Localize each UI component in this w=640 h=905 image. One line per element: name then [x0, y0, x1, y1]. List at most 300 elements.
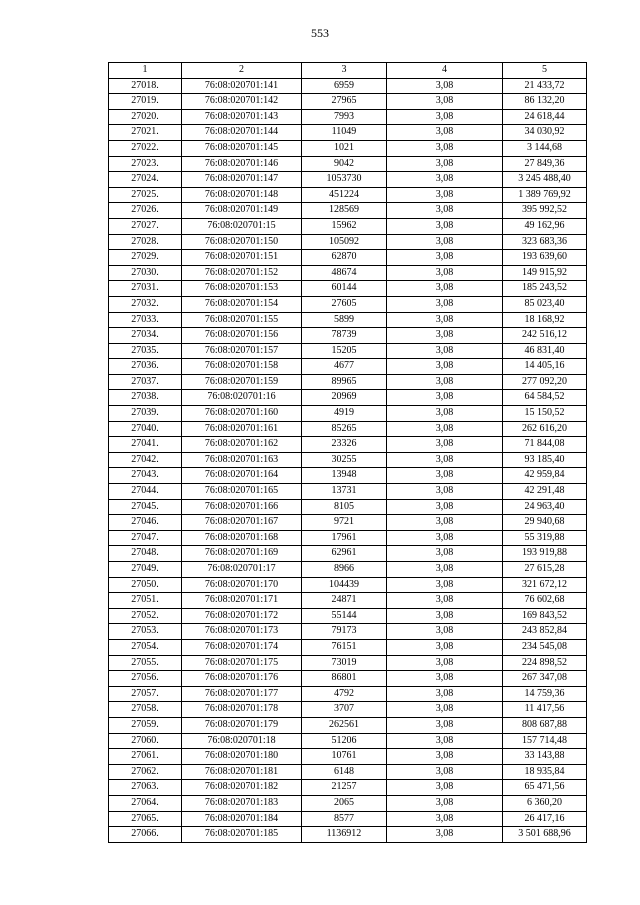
table-row	[109, 764, 587, 780]
table-cell: 27063.	[109, 780, 182, 796]
table-cell: 76:08:020701:167	[182, 515, 302, 531]
table-cell: 76 602,68	[503, 593, 587, 609]
table-cell: 27 615,28	[503, 562, 587, 578]
column-header: 4	[387, 63, 503, 79]
table-cell: 27062.	[109, 764, 182, 780]
table-cell: 76:08:020701:177	[182, 686, 302, 702]
table-row	[109, 717, 587, 733]
table-cell: 3,08	[387, 406, 503, 422]
table-cell: 76:08:020701:149	[182, 203, 302, 219]
table-cell: 71 844,08	[503, 437, 587, 453]
table-cell: 5899	[302, 312, 387, 328]
table-cell: 262 616,20	[503, 421, 587, 437]
table-cell: 27021.	[109, 125, 182, 141]
table-cell: 3,08	[387, 780, 503, 796]
table-cell: 27054.	[109, 639, 182, 655]
table-cell: 78739	[302, 328, 387, 344]
table-row	[109, 203, 587, 219]
table-cell: 26 417,16	[503, 811, 587, 827]
table-row	[109, 671, 587, 687]
table-row	[109, 343, 587, 359]
table-cell: 3,08	[387, 421, 503, 437]
column-header: 1	[109, 63, 182, 79]
table-cell: 3,08	[387, 562, 503, 578]
table-cell: 17961	[302, 530, 387, 546]
table-cell: 76:08:020701:184	[182, 811, 302, 827]
table-cell: 76:08:020701:163	[182, 452, 302, 468]
table-cell: 13948	[302, 468, 387, 484]
table-cell: 27050.	[109, 577, 182, 593]
table-cell: 3,08	[387, 608, 503, 624]
table-row	[109, 780, 587, 796]
column-header: 2	[182, 63, 302, 79]
table-cell: 85265	[302, 421, 387, 437]
table-cell: 4677	[302, 359, 387, 375]
table-row	[109, 624, 587, 640]
table-cell: 3,08	[387, 218, 503, 234]
table-cell: 8577	[302, 811, 387, 827]
table-cell: 76151	[302, 639, 387, 655]
table-cell: 42 959,84	[503, 468, 587, 484]
table-cell: 3,08	[387, 795, 503, 811]
table-cell: 76:08:020701:151	[182, 250, 302, 266]
table-cell: 321 672,12	[503, 577, 587, 593]
table-cell: 27028.	[109, 234, 182, 250]
table-cell: 34 030,92	[503, 125, 587, 141]
table-row	[109, 655, 587, 671]
table-cell: 62870	[302, 250, 387, 266]
table-row	[109, 577, 587, 593]
table-cell: 27064.	[109, 795, 182, 811]
table-cell: 3,08	[387, 374, 503, 390]
column-header: 5	[503, 63, 587, 79]
table-cell: 3,08	[387, 811, 503, 827]
table-row	[109, 484, 587, 500]
table-cell: 3,08	[387, 686, 503, 702]
table-cell: 3,08	[387, 733, 503, 749]
table-cell: 14 405,16	[503, 359, 587, 375]
table-cell: 10761	[302, 749, 387, 765]
table-cell: 27047.	[109, 530, 182, 546]
table-cell: 62961	[302, 546, 387, 562]
table-cell: 27032.	[109, 296, 182, 312]
table-cell: 76:08:020701:143	[182, 109, 302, 125]
table-cell: 76:08:020701:170	[182, 577, 302, 593]
table-row	[109, 702, 587, 718]
table-cell: 85 023,40	[503, 296, 587, 312]
table-cell: 55 319,88	[503, 530, 587, 546]
table-row	[109, 406, 587, 422]
table-row	[109, 281, 587, 297]
table-cell: 15962	[302, 218, 387, 234]
table-cell: 3,08	[387, 296, 503, 312]
table-cell: 3,08	[387, 749, 503, 765]
table-cell: 27046.	[109, 515, 182, 531]
table-cell: 3,08	[387, 328, 503, 344]
table-cell: 27020.	[109, 109, 182, 125]
table-cell: 3,08	[387, 359, 503, 375]
table-cell: 3,08	[387, 343, 503, 359]
table-cell: 76:08:020701:179	[182, 717, 302, 733]
table-cell: 15 150,52	[503, 406, 587, 422]
table-cell: 76:08:020701:146	[182, 156, 302, 172]
table-cell: 3707	[302, 702, 387, 718]
table-row	[109, 187, 587, 203]
table-cell: 27057.	[109, 686, 182, 702]
table-cell: 3,08	[387, 593, 503, 609]
table-cell: 27034.	[109, 328, 182, 344]
table-cell: 1021	[302, 140, 387, 156]
table-cell: 55144	[302, 608, 387, 624]
table-cell: 27 849,36	[503, 156, 587, 172]
table-row	[109, 608, 587, 624]
table-cell: 9721	[302, 515, 387, 531]
table-row	[109, 109, 587, 125]
table-row	[109, 733, 587, 749]
table-cell: 3,08	[387, 577, 503, 593]
table-cell: 24 618,44	[503, 109, 587, 125]
table-row	[109, 234, 587, 250]
table-cell: 76:08:020701:164	[182, 468, 302, 484]
table-cell: 27058.	[109, 702, 182, 718]
table-cell: 27029.	[109, 250, 182, 266]
table-cell: 105092	[302, 234, 387, 250]
table-cell: 3,08	[387, 265, 503, 281]
table-cell: 27965	[302, 94, 387, 110]
table-cell: 6959	[302, 78, 387, 94]
table-cell: 76:08:020701:182	[182, 780, 302, 796]
table-cell: 13731	[302, 484, 387, 500]
table-cell: 86 132,20	[503, 94, 587, 110]
table-cell: 76:08:020701:171	[182, 593, 302, 609]
table-cell: 48674	[302, 265, 387, 281]
table-cell: 65 471,56	[503, 780, 587, 796]
table-cell: 234 545,08	[503, 639, 587, 655]
table-row	[109, 390, 587, 406]
table-row	[109, 328, 587, 344]
table-cell: 27060.	[109, 733, 182, 749]
table-cell: 3 501 688,96	[503, 827, 587, 843]
table-cell: 27022.	[109, 140, 182, 156]
table-cell: 27018.	[109, 78, 182, 94]
table-cell: 3,08	[387, 671, 503, 687]
table-cell: 27026.	[109, 203, 182, 219]
table-cell: 76:08:020701:154	[182, 296, 302, 312]
table-cell: 1136912	[302, 827, 387, 843]
table-cell: 49 162,96	[503, 218, 587, 234]
table-cell: 8105	[302, 499, 387, 515]
table-cell: 76:08:020701:159	[182, 374, 302, 390]
table-cell: 3,08	[387, 468, 503, 484]
table-cell: 3,08	[387, 530, 503, 546]
table-cell: 93 185,40	[503, 452, 587, 468]
table-cell: 27048.	[109, 546, 182, 562]
table-row	[109, 515, 587, 531]
table-cell: 3 245 488,40	[503, 172, 587, 188]
table-row	[109, 156, 587, 172]
table-cell: 76:08:020701:178	[182, 702, 302, 718]
column-header: 3	[302, 63, 387, 79]
table-cell: 76:08:020701:160	[182, 406, 302, 422]
table-cell: 2065	[302, 795, 387, 811]
table-row	[109, 312, 587, 328]
table-cell: 3,08	[387, 109, 503, 125]
table-cell: 76:08:020701:181	[182, 764, 302, 780]
table-cell: 149 915,92	[503, 265, 587, 281]
table-row	[109, 452, 587, 468]
table-cell: 27065.	[109, 811, 182, 827]
table-cell: 3,08	[387, 624, 503, 640]
table-cell: 24 963,40	[503, 499, 587, 515]
table-cell: 73019	[302, 655, 387, 671]
table-cell: 3,08	[387, 250, 503, 266]
table-cell: 6148	[302, 764, 387, 780]
table-cell: 89965	[302, 374, 387, 390]
table-row	[109, 562, 587, 578]
table-row	[109, 140, 587, 156]
table-cell: 76:08:020701:18	[182, 733, 302, 749]
table-cell: 76:08:020701:142	[182, 94, 302, 110]
table-cell: 128569	[302, 203, 387, 219]
table-cell: 6 360,20	[503, 795, 587, 811]
table-cell: 76:08:020701:156	[182, 328, 302, 344]
table-cell: 29 940,68	[503, 515, 587, 531]
table-cell: 395 992,52	[503, 203, 587, 219]
table-cell: 27023.	[109, 156, 182, 172]
table-cell: 3,08	[387, 156, 503, 172]
table-row	[109, 468, 587, 484]
table-cell: 27038.	[109, 390, 182, 406]
table-row	[109, 546, 587, 562]
table-row	[109, 374, 587, 390]
table-row	[109, 437, 587, 453]
table-cell: 14 759,36	[503, 686, 587, 702]
table-row	[109, 530, 587, 546]
table-cell: 86801	[302, 671, 387, 687]
table-row	[109, 250, 587, 266]
registry-table	[108, 62, 587, 843]
table-cell: 27051.	[109, 593, 182, 609]
table-cell: 27061.	[109, 749, 182, 765]
table-cell: 64 584,52	[503, 390, 587, 406]
table-cell: 76:08:020701:175	[182, 655, 302, 671]
table-row	[109, 686, 587, 702]
table-cell: 27030.	[109, 265, 182, 281]
table-cell: 27033.	[109, 312, 182, 328]
table-cell: 27042.	[109, 452, 182, 468]
table-cell: 4919	[302, 406, 387, 422]
table-cell: 27605	[302, 296, 387, 312]
table-cell: 3,08	[387, 312, 503, 328]
table-cell: 1 389 769,92	[503, 187, 587, 203]
table-cell: 3,08	[387, 437, 503, 453]
table-cell: 42 291,48	[503, 484, 587, 500]
table-cell: 76:08:020701:173	[182, 624, 302, 640]
table-cell: 157 714,48	[503, 733, 587, 749]
table-cell: 243 852,84	[503, 624, 587, 640]
table-cell: 27019.	[109, 94, 182, 110]
table-cell: 3,08	[387, 140, 503, 156]
table-cell: 3,08	[387, 717, 503, 733]
table-cell: 3,08	[387, 187, 503, 203]
table-row	[109, 827, 587, 843]
table-cell: 27025.	[109, 187, 182, 203]
table-cell: 1053730	[302, 172, 387, 188]
table-cell: 3,08	[387, 484, 503, 500]
table-body	[109, 78, 587, 842]
table-cell: 76:08:020701:161	[182, 421, 302, 437]
table-cell: 3,08	[387, 655, 503, 671]
table-cell: 76:08:020701:166	[182, 499, 302, 515]
table-cell: 3,08	[387, 452, 503, 468]
table-cell: 3,08	[387, 125, 503, 141]
table-cell: 3,08	[387, 702, 503, 718]
table-cell: 808 687,88	[503, 717, 587, 733]
table-cell: 3,08	[387, 172, 503, 188]
table-cell: 76:08:020701:145	[182, 140, 302, 156]
table-cell: 27055.	[109, 655, 182, 671]
table-row	[109, 218, 587, 234]
table-cell: 30255	[302, 452, 387, 468]
table-cell: 76:08:020701:152	[182, 265, 302, 281]
table-cell: 193 919,88	[503, 546, 587, 562]
table-cell: 11 417,56	[503, 702, 587, 718]
table-cell: 3,08	[387, 390, 503, 406]
table-cell: 15205	[302, 343, 387, 359]
table-cell: 21257	[302, 780, 387, 796]
table-cell: 3,08	[387, 281, 503, 297]
table-cell: 76:08:020701:165	[182, 484, 302, 500]
table-cell: 277 092,20	[503, 374, 587, 390]
table-cell: 76:08:020701:16	[182, 390, 302, 406]
table-cell: 46 831,40	[503, 343, 587, 359]
table-cell: 169 843,52	[503, 608, 587, 624]
table-row	[109, 125, 587, 141]
table-cell: 79173	[302, 624, 387, 640]
table-cell: 21 433,72	[503, 78, 587, 94]
table-row	[109, 421, 587, 437]
table-cell: 11049	[302, 125, 387, 141]
table-row	[109, 749, 587, 765]
table-cell: 76:08:020701:147	[182, 172, 302, 188]
table-cell: 51206	[302, 733, 387, 749]
table-cell: 76:08:020701:174	[182, 639, 302, 655]
table-cell: 76:08:020701:176	[182, 671, 302, 687]
table-cell: 3,08	[387, 203, 503, 219]
table-row	[109, 811, 587, 827]
table-cell: 76:08:020701:180	[182, 749, 302, 765]
table-cell: 60144	[302, 281, 387, 297]
table-cell: 27053.	[109, 624, 182, 640]
table-cell: 23326	[302, 437, 387, 453]
table-cell: 27049.	[109, 562, 182, 578]
table-row	[109, 499, 587, 515]
page-number: 553	[311, 26, 329, 40]
table-row	[109, 639, 587, 655]
table-cell: 3,08	[387, 639, 503, 655]
table-cell: 3,08	[387, 827, 503, 843]
table-cell: 9042	[302, 156, 387, 172]
table-cell: 76:08:020701:172	[182, 608, 302, 624]
table-cell: 8966	[302, 562, 387, 578]
table-cell: 27066.	[109, 827, 182, 843]
table-row	[109, 265, 587, 281]
table-cell: 3,08	[387, 499, 503, 515]
table-cell: 3,08	[387, 515, 503, 531]
table-row	[109, 795, 587, 811]
table-cell: 451224	[302, 187, 387, 203]
table-cell: 27045.	[109, 499, 182, 515]
table-cell: 76:08:020701:15	[182, 218, 302, 234]
table-cell: 3,08	[387, 764, 503, 780]
table-cell: 76:08:020701:150	[182, 234, 302, 250]
table-cell: 76:08:020701:155	[182, 312, 302, 328]
table-cell: 76:08:020701:158	[182, 359, 302, 375]
table-cell: 27052.	[109, 608, 182, 624]
table-cell: 262561	[302, 717, 387, 733]
table-cell: 76:08:020701:157	[182, 343, 302, 359]
table-cell: 76:08:020701:148	[182, 187, 302, 203]
table-cell: 76:08:020701:183	[182, 795, 302, 811]
table-cell: 7993	[302, 109, 387, 125]
table-cell: 3,08	[387, 78, 503, 94]
table-cell: 3,08	[387, 546, 503, 562]
table-cell: 76:08:020701:168	[182, 530, 302, 546]
table-cell: 27037.	[109, 374, 182, 390]
table-cell: 323 683,36	[503, 234, 587, 250]
table-cell: 27031.	[109, 281, 182, 297]
table-cell: 185 243,52	[503, 281, 587, 297]
table-cell: 27059.	[109, 717, 182, 733]
table-cell: 224 898,52	[503, 655, 587, 671]
table-row	[109, 359, 587, 375]
table-cell: 33 143,88	[503, 749, 587, 765]
table-cell: 27039.	[109, 406, 182, 422]
table-cell: 76:08:020701:144	[182, 125, 302, 141]
table-cell: 27040.	[109, 421, 182, 437]
table-row	[109, 94, 587, 110]
table-row	[109, 593, 587, 609]
table-cell: 76:08:020701:17	[182, 562, 302, 578]
table-cell: 27027.	[109, 218, 182, 234]
table-cell: 3,08	[387, 234, 503, 250]
table-cell: 27056.	[109, 671, 182, 687]
table-cell: 3 144,68	[503, 140, 587, 156]
table-cell: 104439	[302, 577, 387, 593]
table-cell: 267 347,08	[503, 671, 587, 687]
table-cell: 242 516,12	[503, 328, 587, 344]
table-cell: 76:08:020701:141	[182, 78, 302, 94]
table-cell: 76:08:020701:162	[182, 437, 302, 453]
table-cell: 20969	[302, 390, 387, 406]
table-row	[109, 78, 587, 94]
table-cell: 76:08:020701:153	[182, 281, 302, 297]
table-cell: 27041.	[109, 437, 182, 453]
table-cell: 24871	[302, 593, 387, 609]
table-cell: 193 639,60	[503, 250, 587, 266]
table-cell: 27043.	[109, 468, 182, 484]
table-cell: 27024.	[109, 172, 182, 188]
table-header-row	[109, 63, 587, 79]
table-cell: 3,08	[387, 94, 503, 110]
table-cell: 27044.	[109, 484, 182, 500]
table-cell: 27036.	[109, 359, 182, 375]
table-cell: 4792	[302, 686, 387, 702]
table-cell: 76:08:020701:185	[182, 827, 302, 843]
table-cell: 27035.	[109, 343, 182, 359]
table-cell: 76:08:020701:169	[182, 546, 302, 562]
table-cell: 18 168,92	[503, 312, 587, 328]
